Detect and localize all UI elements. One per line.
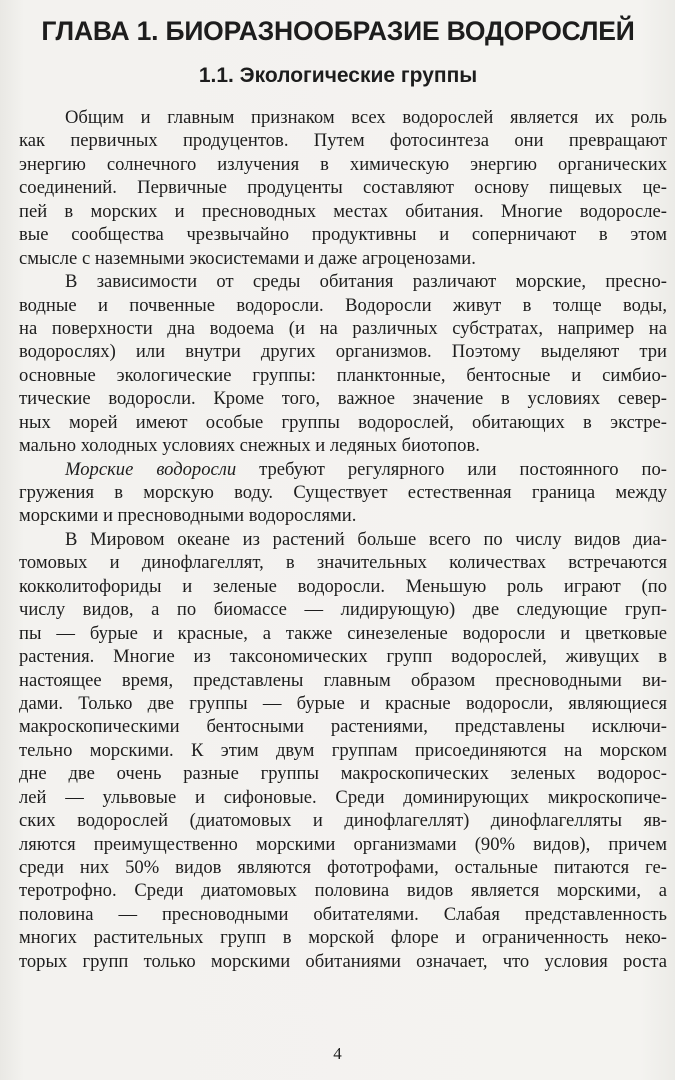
text-line: пы — бурые и красные, а также синезеленые водоросли и цветковые bbox=[19, 622, 667, 644]
text-line: соединений. Первичные продуценты составляют основу пищевых це- bbox=[19, 177, 667, 199]
text-line: пей в морских и пресноводных местах обитания. Многие водоросле- bbox=[19, 200, 667, 222]
text-line: тельно морскими. К этим двум группам присоединяются на морском bbox=[19, 739, 667, 761]
text-line: В Мировом океане из растений больше всего по числу видов диа- bbox=[65, 528, 667, 550]
text-line: лей — ульвовые и сифоновые. Среди доминирующих микроскопиче- bbox=[19, 786, 667, 808]
text-line: Общим и главным признаком всех водорослей является их роль bbox=[65, 107, 667, 128]
text-line: теротрофно. Среди диатомовых половина видов является морскими, а bbox=[19, 880, 667, 902]
text-line: ных морей имеют особые группы водорослей, обитающих в экстре- bbox=[19, 411, 667, 433]
text-line: вые сообщества чрезвычайно продуктивны и соперничают в этом bbox=[19, 224, 667, 246]
text-line: ских водорослей (диатомовых и динофлагеллят) динофлагелляты яв- bbox=[19, 810, 667, 832]
text-line: водные и почвенные водоросли. Водоросли живут в толще воды, bbox=[19, 294, 667, 316]
text-line: половина — пресноводными обитателями. Слабая представленность bbox=[19, 903, 667, 925]
text-line: макроскопическими бентосными растениями, представлены исключи- bbox=[19, 716, 667, 738]
text-line: смысле с наземными экосистемами и даже агроценозами. bbox=[19, 247, 476, 269]
text-line: кокколитофориды и зеленые водоросли. Меньшую роль играют (по bbox=[19, 575, 667, 597]
text-line: дами. Только две группы — бурые и красные водоросли, являющиеся bbox=[19, 692, 667, 714]
text-line: гружения в морскую воду. Существует естественная граница между bbox=[19, 482, 667, 503]
text-line bbox=[19, 458, 667, 481]
chapter-title: ГЛАВА 1. БИОРАЗНООБРАЗИЕ ВОДОРОСЛЕЙ bbox=[41, 16, 635, 46]
text-line: В зависимости от среды обитания различают морские, пресно- bbox=[65, 271, 667, 293]
text-line: числу видов, а по биомассе — лидирующую) две следующие груп- bbox=[19, 599, 667, 621]
text-line: многих растительных групп в морской флоре и ограниченность неко- bbox=[19, 927, 667, 949]
text-line: среди них 50% видов являются фототрофами, остальные питаются ге- bbox=[19, 857, 667, 878]
text-line: морскими и пресноводными водорослями. bbox=[19, 505, 357, 527]
text-line: настоящее время, представлены главным образом пресноводными ви- bbox=[19, 669, 667, 691]
text-line: мально холодных условиях снежных и ледяных биотопов. bbox=[19, 435, 480, 457]
text-line: дне две очень разные группы макроскопических зеленых водорос- bbox=[19, 763, 667, 785]
body-text bbox=[19, 106, 667, 973]
text-line: энергию солнечного излучения в химическую энергию органических bbox=[19, 153, 667, 175]
text-line: тические водоросли. Кроме того, важное значение в условиях север- bbox=[19, 388, 667, 410]
page-number: 4 bbox=[333, 1044, 342, 1063]
text-line-rest: требуют регулярного или постоянного по- bbox=[259, 458, 667, 480]
text-line: водорослях) или внутри других организмов. Поэтому выделяют три bbox=[19, 341, 667, 363]
text-line: на поверхности дна водоема (и на различных субстратах, например на bbox=[19, 317, 667, 339]
section-title: 1.1. Экологические группы bbox=[198, 64, 478, 87]
text-line: томовых и динофлагеллят, в значительных количествах встречаются bbox=[19, 552, 667, 574]
italic-term: Морские водоросли bbox=[65, 458, 237, 480]
text-line: как первичных продуцентов. Путем фотосинтеза они превращают bbox=[19, 130, 667, 152]
text-line: основные экологические группы: планктонные, бентосные и симбио- bbox=[19, 364, 667, 386]
text-line: ляются преимущественно морскими организмами (90% видов), причем bbox=[19, 833, 667, 855]
text-line: торых групп только морскими обитаниями означает, что условия роста bbox=[19, 950, 667, 972]
text-line: растения. Многие из таксономических групп водорослей, живущих в bbox=[19, 646, 667, 668]
